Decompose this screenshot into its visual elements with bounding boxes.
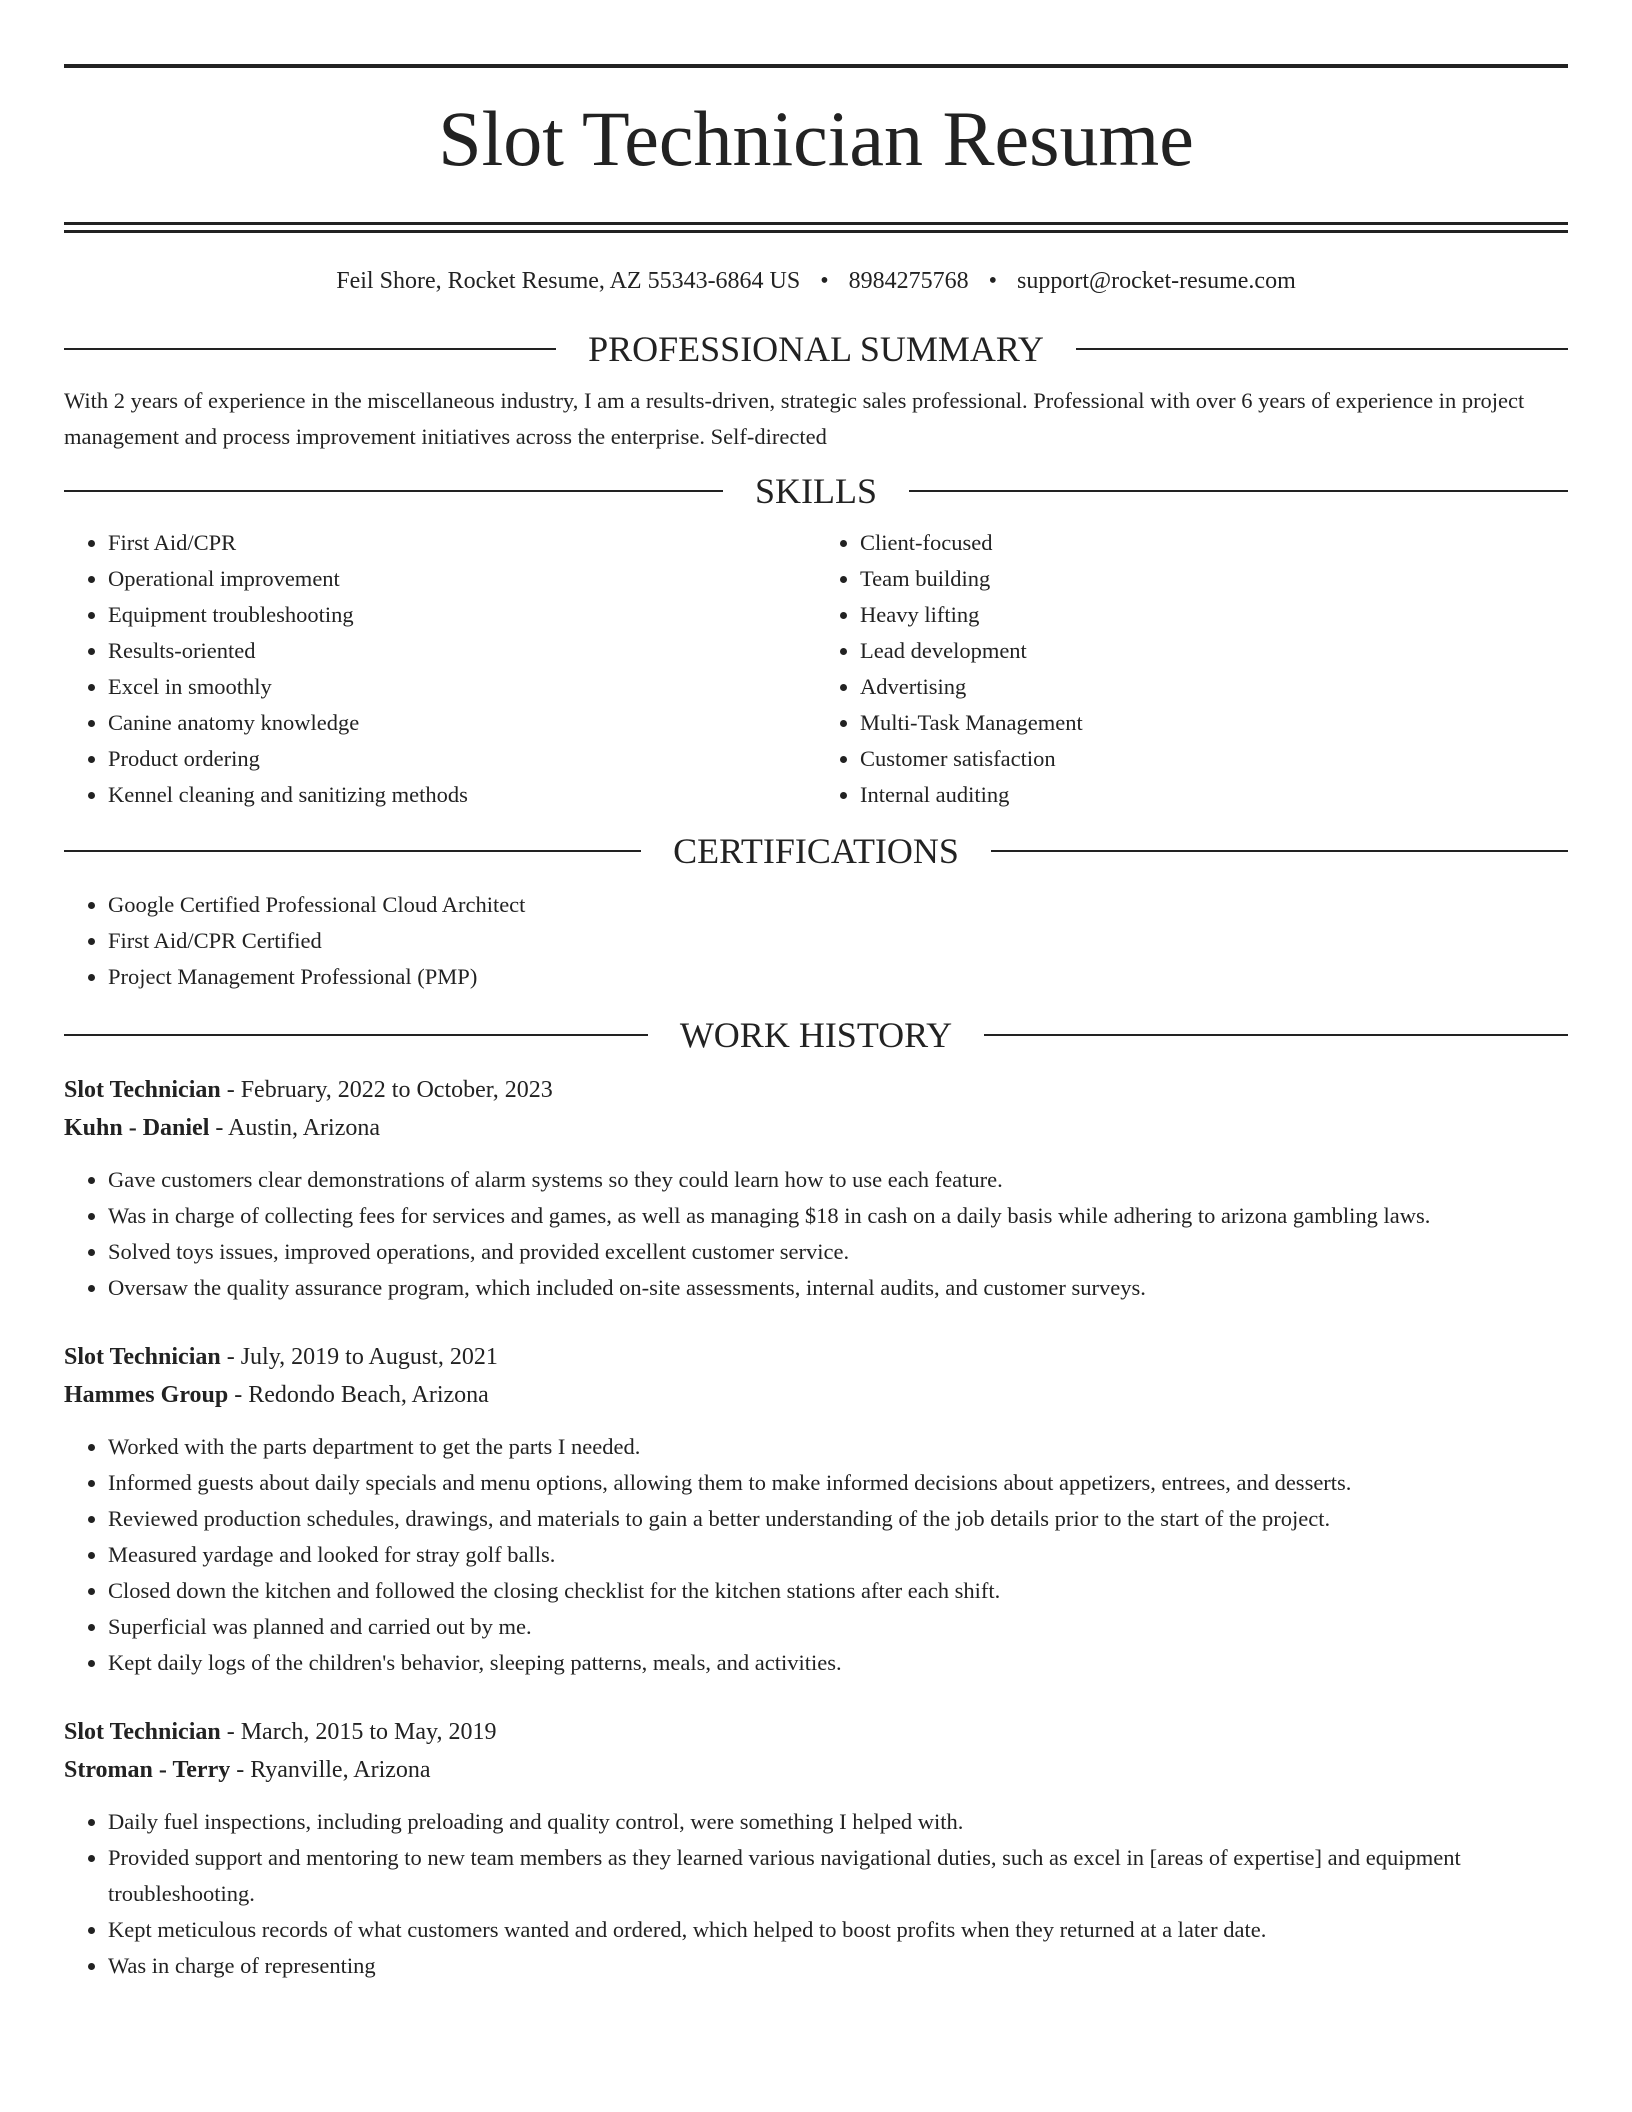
job-company: Kuhn - Daniel [64, 1115, 210, 1141]
title-double-rule [64, 222, 1568, 233]
job-duty-item: • Was in charge of representing [108, 1948, 1568, 1984]
contact-phone: 8984275768 [848, 268, 969, 294]
job-title-line [64, 1338, 1568, 1376]
section-header-work-history [64, 1013, 1568, 1057]
job-duties-list [64, 1429, 1568, 1681]
section-header-certifications [64, 829, 1568, 873]
job-title: Slot Technician [64, 1719, 221, 1745]
job-duty-item: • Was in charge of collecting fees for services and games, as well as managing $18 in cash on a daily basis while adhering to arizona gambling laws. [108, 1198, 1568, 1234]
job-duty-item: • Kept daily logs of the children's behavior, sleeping patterns, meals, and activities. [108, 1645, 1568, 1681]
job-title-line [64, 1713, 1568, 1751]
job-dates: - July, 2019 to August, 2021 [220, 1344, 498, 1370]
skill-item: • Kennel cleaning and sanitizing methods [108, 777, 816, 813]
skill-item: • Lead development [860, 633, 1568, 669]
section-title-summary: PROFESSIONAL SUMMARY [588, 329, 1044, 369]
skill-item: • Canine anatomy knowledge [108, 705, 816, 741]
skill-item: • Product ordering [108, 741, 816, 777]
job-location: - Redondo Beach, Arizona [228, 1382, 489, 1408]
job-duties-list [64, 1804, 1568, 1984]
job-duty-item: • Measured yardage and looked for stray golf balls. [108, 1537, 1568, 1573]
job-company-line [64, 1751, 1568, 1789]
contact-separator: • [820, 268, 829, 294]
contact-email: support@rocket-resume.com [1017, 268, 1296, 294]
job-duty-item: • Reviewed production schedules, drawings, and materials to gain a better understanding of the job details prior to the start of the project. [108, 1501, 1568, 1537]
section-rule [64, 850, 641, 852]
job-company: Stroman - Terry [64, 1757, 231, 1783]
job-title: Slot Technician [64, 1344, 221, 1370]
section-title-skills: SKILLS [755, 471, 878, 511]
certification-item: • Google Certified Professional Cloud Architect [108, 887, 1568, 923]
skill-item: • Operational improvement [108, 561, 816, 597]
skill-item: • Client-focused [860, 525, 1568, 561]
skills-list-left [64, 525, 816, 813]
job-location: - Austin, Arizona [209, 1115, 381, 1141]
job-company-line [64, 1376, 1568, 1414]
contact-separator: • [988, 268, 998, 294]
job-duties-list [64, 1162, 1568, 1306]
summary-text: With 2 years of experience in the miscellaneous industry, I am a results-driven, strategic sales professional. Professional with over 6 years of experience in project management and process improvement initiatives across the enterprise. Self-directed [64, 388, 1525, 449]
job-entry [64, 1071, 1568, 1306]
skill-item: • Excel in smoothly [108, 669, 816, 705]
skill-item: • Multi-Task Management [860, 705, 1568, 741]
resume-page [64, 64, 1568, 1984]
section-rule [64, 490, 723, 492]
job-duty-item: • Kept meticulous records of what customers wanted and ordered, which helped to boost profits when they returned at a later date. [108, 1912, 1568, 1948]
skill-item: • First Aid/CPR [108, 525, 816, 561]
job-duty-item: • Worked with the parts department to get the parts I needed. [108, 1429, 1568, 1465]
job-duty-item: • Closed down the kitchen and followed the closing checklist for the kitchen stations after each shift. [108, 1573, 1568, 1609]
job-duty-item: • Provided support and mentoring to new team members as they learned various navigational duties, such as excel in [areas of expertise] and equipment troubleshooting. [108, 1840, 1568, 1912]
section-title-certifications: CERTIFICATIONS [673, 831, 959, 871]
job-duty-item: • Oversaw the quality assurance program, which included on-site assessments, internal audits, and customer surveys. [108, 1270, 1568, 1306]
resume-title: Slot Technician Resume [438, 95, 1194, 182]
certifications-list [64, 887, 1568, 995]
job-company: Hammes Group [64, 1382, 229, 1408]
section-rule [909, 490, 1568, 492]
section-title-work-history: WORK HISTORY [679, 1015, 953, 1055]
skill-item: • Results-oriented [108, 633, 816, 669]
skill-item: • Team building [860, 561, 1568, 597]
skills-grid [64, 525, 1568, 813]
certification-item: • First Aid/CPR Certified [108, 923, 1568, 959]
job-entry [64, 1338, 1568, 1681]
section-rule [991, 850, 1568, 852]
certification-item: • Project Management Professional (PMP) [108, 959, 1568, 995]
job-dates: - February, 2022 to October, 2023 [220, 1077, 553, 1103]
job-dates: - March, 2015 to May, 2019 [220, 1719, 497, 1745]
job-duty-item: • Daily fuel inspections, including preloading and quality control, were something I helped with. [108, 1804, 1568, 1840]
job-entry [64, 1713, 1568, 1984]
skill-item: • Equipment troubleshooting [108, 597, 816, 633]
skill-item: • Heavy lifting [860, 597, 1568, 633]
job-location: - Ryanville, Arizona [230, 1757, 431, 1783]
contact-line [64, 265, 1568, 297]
section-header-skills [64, 469, 1568, 513]
section-rule [984, 1034, 1568, 1036]
top-rule [64, 64, 1568, 68]
section-rule [64, 348, 556, 350]
job-duty-item: • Informed guests about daily specials and menu options, allowing them to make informed decisions about appetizers, entrees, and desserts. [108, 1465, 1568, 1501]
job-duty-item: • Gave customers clear demonstrations of alarm systems so they could learn how to use each feature. [108, 1162, 1568, 1198]
section-header-summary [64, 327, 1568, 371]
skill-item: • Customer satisfaction [860, 741, 1568, 777]
section-rule [1076, 348, 1568, 350]
section-rule [64, 1034, 648, 1036]
skill-item: • Internal auditing [860, 777, 1568, 813]
job-company-line [64, 1109, 1568, 1147]
contact-address: Feil Shore, Rocket Resume, AZ 55343-6864 US [336, 268, 801, 294]
skill-item: • Advertising [860, 669, 1568, 705]
skills-list-right [816, 525, 1568, 813]
job-title: Slot Technician [64, 1077, 221, 1103]
job-title-line [64, 1071, 1568, 1109]
job-duty-item: • Superficial was planned and carried out by me. [108, 1609, 1568, 1645]
job-duty-item: • Solved toys issues, improved operations, and provided excellent customer service. [108, 1234, 1568, 1270]
